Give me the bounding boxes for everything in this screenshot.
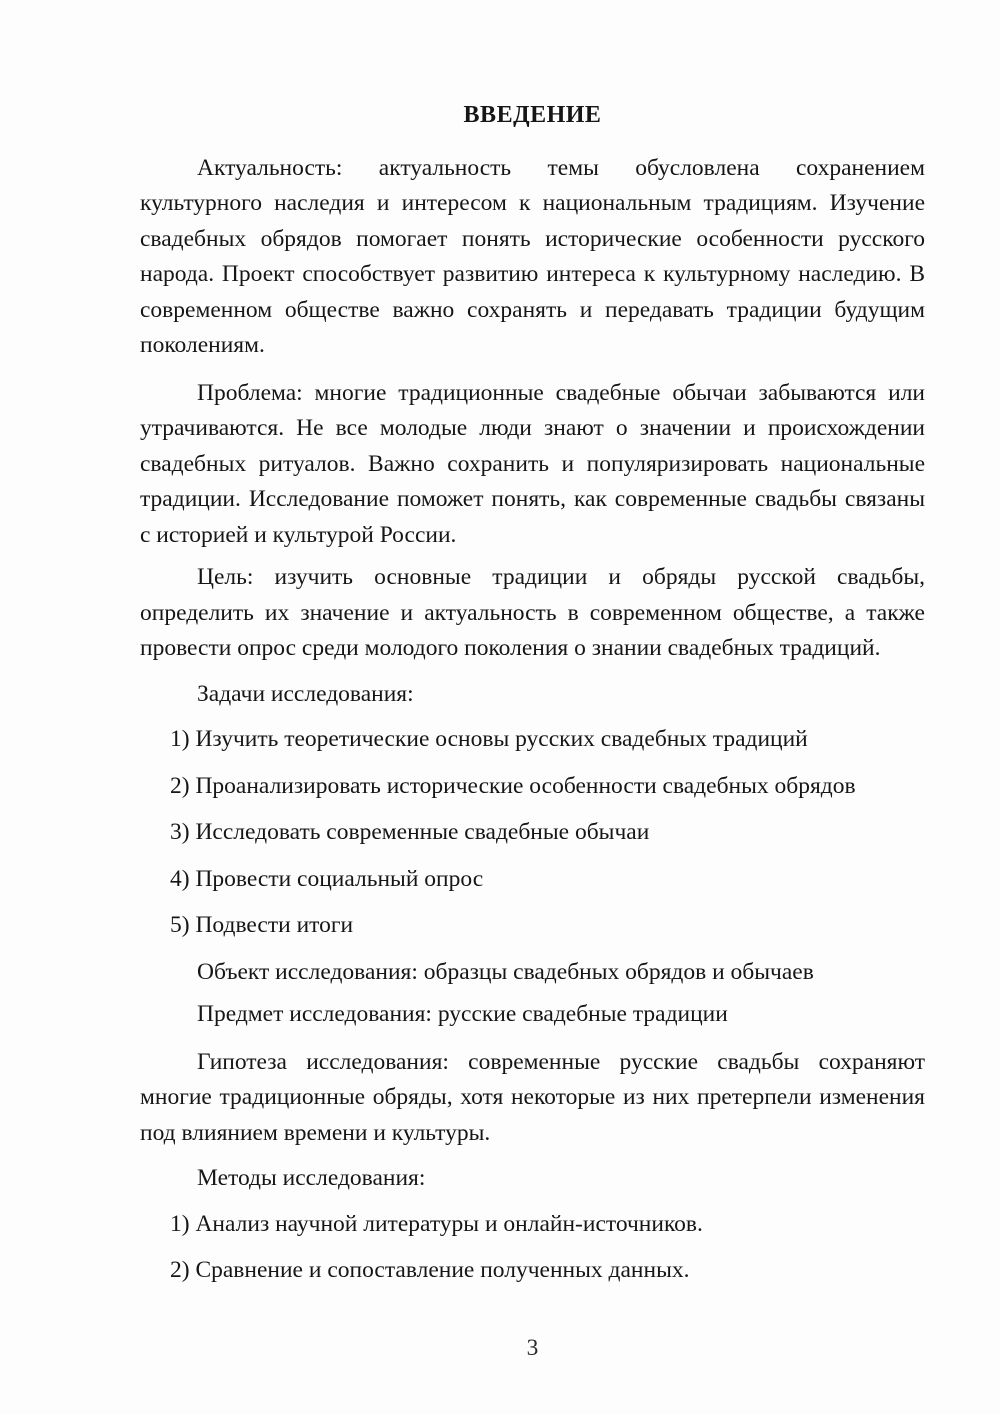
page-title: ВВЕДЕНИЕ [463,102,602,128]
paragraph-problem: Проблема: многие традиционные свадебные обычаи забываются или утрачиваются. Не все молодые люди знают о значении и происхождении свадебных ритуалов. Важно сохранить и популяризировать национальные традиции. Исследование поможет понять, как современные свадьбы связаны с историей и культурой России. [140,379,925,548]
task-item-1: 1) Изучить теоретические основы русских свадебных традиций [170,726,808,752]
tasks-list [140,722,925,944]
methods-list [140,1207,925,1289]
page-number: 3 [526,1335,539,1361]
paragraph-hypothesis: Гипотеза исследования: современные русские свадьбы сохраняют многие традиционные обряды, хотя некоторые из них претерпели изменения под влиянием времени и культуры. [140,1048,925,1146]
task-item-3: 3) Исследовать современные свадебные обычаи [170,819,650,845]
method-item-2: 2) Сравнение и сопоставление полученных данных. [170,1257,690,1283]
paragraph-object: Объект исследования: образцы свадебных обрядов и обычаев [197,958,814,985]
method-item-1: 1) Анализ научной литературы и онлайн-источников. [170,1210,703,1237]
paragraph-subject: Предмет исследования: русские свадебные традиции [197,1001,728,1027]
paragraph-actuality: Актуальность: актуальность темы обусловлена сохранением культурного наследия и интересом к национальным традициям. Изучение свадебных обрядов помогает понять исторические особенности русского народа. Проект способствует развитию интереса к культурному наследию. В современном обществе важно сохранять и передавать традиции будущим поколениям. [140,154,925,358]
task-item-4: 4) Провести социальный опрос [170,865,484,892]
task-item-2: 2) Проанализировать исторические особенности свадебных обрядов [170,772,856,799]
tasks-heading: Задачи исследования: [197,680,414,707]
task-item-5: 5) Подвести итоги [170,912,354,938]
page-content [140,98,925,1300]
methods-heading: Методы исследования: [197,1165,426,1191]
paragraph-goal: Цель: изучить основные традиции и обряды русской свадьбы, определить их значение и актуальность в современном обществе, а также провести опрос среди молодого поколения о знании свадебных традиций. [140,564,925,661]
